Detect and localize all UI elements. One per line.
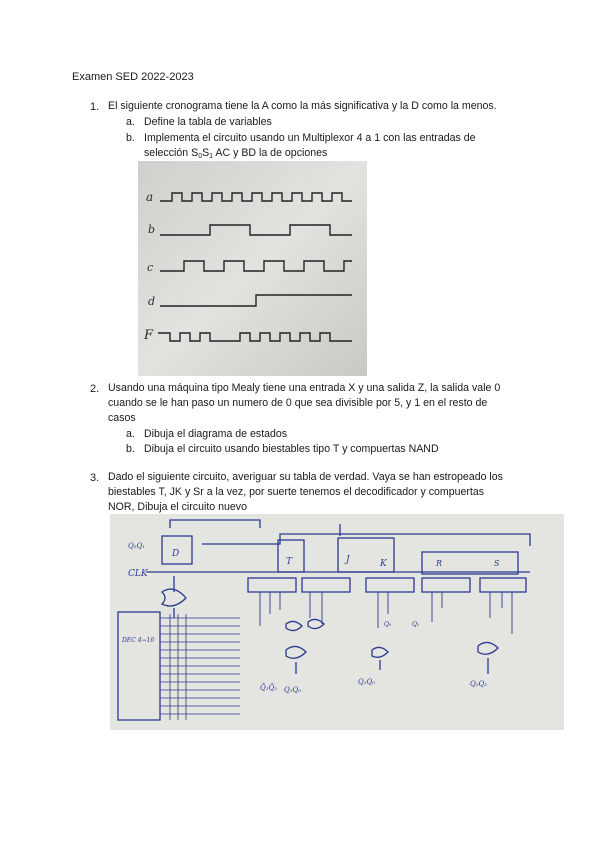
clk-label: CLK <box>128 569 148 579</box>
output-4-label: Q₀Q₂ <box>470 680 488 688</box>
q2-subitem-b-letter: b. <box>126 443 135 455</box>
q2-subitem-a-letter: a. <box>126 428 135 440</box>
s-label: S <box>494 559 500 568</box>
q2-subitem-b-text: Dibuja el circuito usando biestables tipo T y compuertas NAND <box>144 443 439 455</box>
question-2-line-3: casos <box>108 412 136 424</box>
q1-subitem-b-letter: b. <box>126 132 135 144</box>
output-3-label: Q₁Q₀ <box>358 678 376 686</box>
j-label: J <box>346 555 350 565</box>
signal-a-label: a <box>146 190 154 204</box>
question-2-line-1: Usando una máquina tipo Mealy tiene una entrada X y una salida Z, la salida vale 0 <box>108 382 501 394</box>
question-1-text: El siguiente cronograma tiene la A como la más significativa y la D como la menos. <box>108 100 497 112</box>
signal-c-label: c <box>147 261 154 274</box>
signal-f-label: F <box>144 328 154 343</box>
t-label: T <box>286 557 293 567</box>
output-2-label: Q₁Q₀ <box>284 686 302 694</box>
question-3-line-1: Dado el siguiente circuito, averiguar su tabla de verdad. Vaya se han estropeado los <box>108 471 503 483</box>
timing-diagram-photo <box>138 161 367 376</box>
q2-label: Q₂ <box>412 621 420 628</box>
question-2-line-2: cuando se le han paso un numero de 0 que sea divisible por 5, y 1 en el resto de <box>108 397 488 409</box>
q2q1-label: Q₂Q₁ <box>128 542 146 550</box>
question-1-number: 1. <box>90 101 100 113</box>
question-3-line-3: NOR, Dibuja el circuito nuevo <box>108 501 247 513</box>
timing-diagram <box>138 161 367 376</box>
q0-label: Q₀ <box>384 621 392 628</box>
circuit-photo <box>110 514 564 730</box>
output-1-label: Q̄₁Q̄₂ <box>260 684 278 692</box>
d-label: D <box>172 549 180 559</box>
circuit-diagram <box>110 514 564 730</box>
q1-subitem-b-line1: Implementa el circuito usando un Multiplexor 4 a 1 con las entradas de <box>144 132 476 144</box>
q1-subitem-b-line2: selección $S_0S_1$ AC y BD la de opciones <box>144 147 328 160</box>
q1-subitem-a-letter: a. <box>126 116 135 128</box>
question-3-number: 3. <box>90 472 100 484</box>
question-2-number: 2. <box>90 383 100 395</box>
q2-subitem-a-text: Dibuja el diagrama de estados <box>144 428 288 440</box>
question-3-line-2: biestables T, JK y Sr a la vez, por suerte tenemos el decodificador y compuertas <box>108 486 485 498</box>
k-label: K <box>380 559 387 569</box>
decoder-label: DEC 4→16 <box>122 637 155 644</box>
q1-subitem-a-text: Define la tabla de variables <box>144 116 272 128</box>
document-title: Examen SED 2022-2023 <box>72 71 194 83</box>
signal-b-label: b <box>148 223 156 236</box>
signal-d-label: d <box>148 295 156 308</box>
r-label: R <box>436 559 443 568</box>
